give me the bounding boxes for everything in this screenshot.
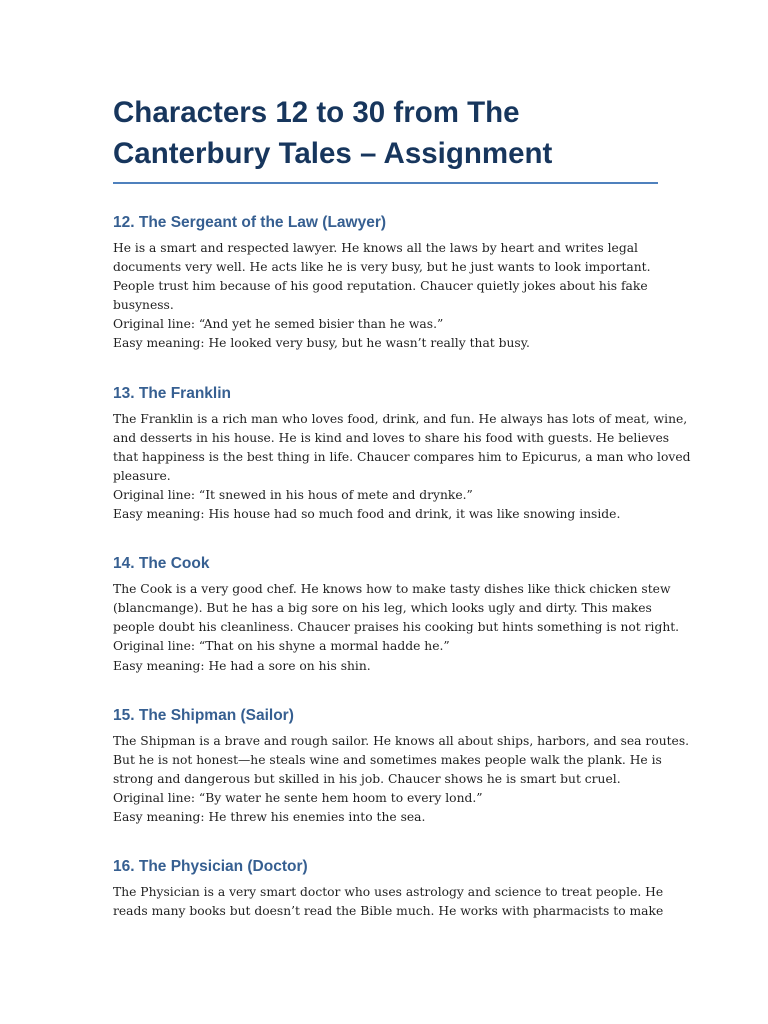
easy-meaning: Easy meaning: His house had so much food and drink, it was like snowing inside.	[113, 507, 621, 522]
section-heading: 15. The Shipman (Sailor)	[113, 706, 294, 724]
body-line: The Shipman is a brave and rough sailor. He knows all about ships, harbors, and sea routes.	[113, 733, 690, 748]
section-heading: 13. The Franklin	[113, 384, 232, 402]
document-title-line-1: Characters 12 to 30 from The	[113, 96, 520, 129]
body-line: that happiness is the best thing in life. Chaucer compares him to Epicurus, a man who loved	[113, 449, 691, 464]
section-cook	[113, 554, 680, 675]
easy-meaning: Easy meaning: He looked very busy, but he wasn’t really that busy.	[113, 336, 530, 351]
body-line: people doubt his cleanliness. Chaucer praises his cooking but hints something is not right.	[113, 620, 680, 635]
body-line: The Physician is a very smart doctor who uses astrology and science to treat people. He	[113, 885, 664, 900]
section-heading: 14. The Cook	[113, 555, 210, 573]
body-line: But he is not honest—he steals wine and sometimes makes people walk the plank. He is	[113, 752, 662, 767]
section-body	[113, 732, 690, 827]
original-line-quote: Original line: “That on his shyne a mormal hadde he.”	[113, 639, 450, 654]
body-line: (blancmange). But he has a big sore on his leg, which looks ugly and dirty. This makes	[113, 601, 652, 616]
section-body	[113, 580, 680, 675]
section-body	[113, 883, 664, 921]
original-line-quote: Original line: “It snewed in his hous of mete and drynke.”	[113, 487, 473, 502]
original-line-quote: Original line: “And yet he semed bisier than he was.”	[113, 317, 444, 332]
easy-meaning: Easy meaning: He threw his enemies into the sea.	[113, 809, 426, 824]
section-physician	[113, 857, 664, 921]
body-line: strong and dangerous but skilled in his job. Chaucer shows he is smart but cruel.	[113, 771, 621, 786]
easy-meaning: Easy meaning: He had a sore on his shin.	[113, 658, 371, 673]
document-title	[113, 92, 658, 184]
section-franklin	[113, 384, 691, 525]
document-page	[113, 92, 691, 921]
section-body	[113, 239, 658, 354]
section-sergeant-of-the-law	[113, 213, 658, 354]
body-line: reads many books but doesn’t read the Bible much. He works with pharmacists to make	[113, 904, 664, 919]
section-shipman	[113, 706, 690, 827]
section-body	[113, 410, 691, 525]
body-line: busyness.	[113, 298, 174, 313]
body-line: documents very well. He acts like he is very busy, but he just wants to look important.	[113, 260, 651, 275]
body-line: He is a smart and respected lawyer. He knows all the laws by heart and writes legal	[113, 241, 638, 255]
body-line: The Cook is a very good chef. He knows how to make tasty dishes like thick chicken stew	[113, 582, 671, 597]
original-line-quote: Original line: “By water he sente hem hoom to every lond.”	[113, 790, 483, 805]
section-heading: 16. The Physician (Doctor)	[113, 858, 308, 876]
section-heading: 12. The Sergeant of the Law (Lawyer)	[113, 214, 387, 231]
body-line: The Franklin is a rich man who loves food, drink, and fun. He always has lots of meat, wine,	[113, 411, 688, 426]
body-line: People trust him because of his good reputation. Chaucer quietly jokes about his fake	[113, 279, 648, 294]
body-line: pleasure.	[113, 468, 171, 483]
body-line: and desserts in his house. He is kind and loves to share his food with guests. He believes	[113, 430, 670, 445]
document-title-line-2: Canterbury Tales – Assignment	[113, 137, 553, 170]
